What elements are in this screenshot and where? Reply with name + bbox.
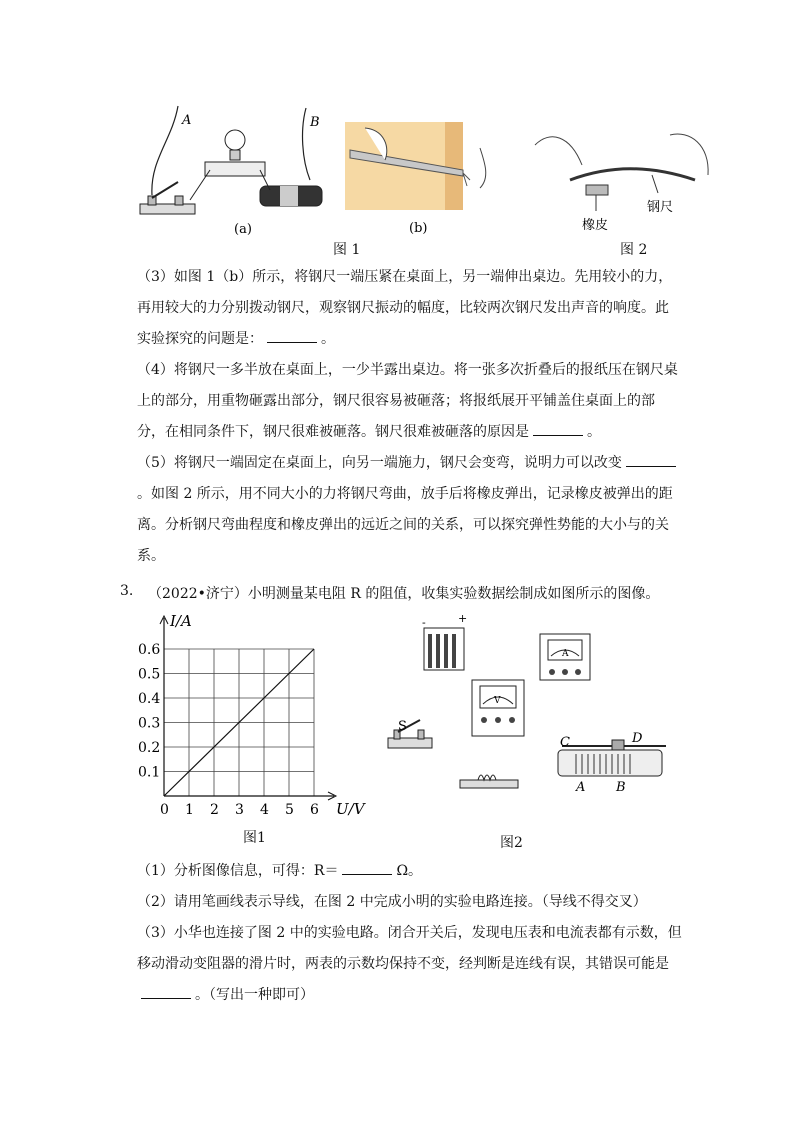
svg-text:-: -: [422, 616, 426, 629]
svg-text:A: A: [576, 780, 586, 795]
svg-text:V: V: [494, 696, 501, 706]
figure-1a-circuit: [130, 100, 340, 240]
iv-graph: [130, 610, 380, 825]
q3-part3: （3）小华也连接了图 2 中的实验电路。闭合开关后，发现电压表和电流表都有示数，但移动滑动变阻器的滑片时，两表的示数均保持不变，经判断是连线有误，其错误可能是。（写出一种即可）: [137, 925, 682, 1003]
answer-blank[interactable]: [267, 328, 317, 343]
battery-pack: [422, 612, 467, 670]
q3-part2: （2）请用笔画线表示导线，在图 2 中完成小明的实验电路连接。（导线不得交叉）: [137, 894, 647, 910]
q2-part3: （3）如图 1（b）所示，将钢尺一端压紧在桌面上，另一端伸出桌边。先用较小的力，再用较大的力分别拨动钢尺，观察钢尺振动的幅度，比较两次钢尺发出声音的响度。此实验探究的问题是： 。: [137, 269, 673, 347]
figure-2-bent-ruler: [530, 125, 720, 235]
caption-a: (a): [234, 222, 252, 237]
y-tick-label: 0.3: [138, 715, 161, 732]
y-tick-label: 0.6: [138, 642, 161, 658]
q2-part4: （4）将钢尺一多半放在桌面上，一少半露出桌边。将一张多次折叠后的报纸压在钢尺桌上的部分，用重物砸露出部分，钢尺很容易被砸落；将报纸展开平铺盖住桌面上的部分，在相同条件下，钢尺很难被砸落。钢尺很难被砸落的原因是 。: [137, 362, 678, 440]
label-b: B: [310, 115, 320, 130]
y-tick-label: 0.5: [138, 666, 161, 683]
switch: [388, 719, 432, 748]
y-tick-label: 0.1: [138, 764, 161, 781]
x-tick-label: 6: [310, 802, 319, 818]
answer-blank[interactable]: [342, 860, 392, 875]
x-tick-label: 2: [210, 802, 219, 818]
rheostat: [558, 731, 666, 795]
answer-blank[interactable]: [626, 452, 676, 467]
svg-text:C: C: [560, 735, 570, 750]
svg-text:A: A: [562, 649, 569, 659]
ruler-label: 钢尺: [647, 200, 674, 215]
eraser-label: 橡皮: [582, 218, 609, 233]
resistor: [460, 775, 518, 788]
ammeter: [540, 634, 590, 680]
x-tick-label: 1: [185, 802, 194, 818]
x-tick-label: 0: [160, 802, 169, 818]
svg-text:S: S: [398, 719, 407, 734]
caption-b: (b): [409, 221, 428, 236]
svg-text:B: B: [616, 780, 626, 795]
x-tick-label: 4: [260, 802, 269, 818]
figure-2-apparatus: [380, 610, 680, 800]
question-3-number: 3.: [120, 583, 134, 599]
x-tick-label: 3: [235, 802, 244, 818]
fig2-caption: 图 2: [620, 242, 648, 258]
voltmeter: [472, 680, 524, 736]
y-axis-label: I/A: [170, 612, 192, 630]
answer-blank[interactable]: [533, 421, 583, 436]
question-3-parts: [137, 856, 682, 1011]
question-2-parts: [137, 262, 682, 572]
x-tick-label: 5: [285, 802, 294, 818]
x-axis-label: U/V: [336, 800, 365, 818]
q3-fig2-caption: 图2: [500, 835, 523, 851]
y-tick-label: 0.4: [138, 691, 161, 707]
q3-fig1-caption: 图1: [243, 830, 266, 846]
fig1-caption: 图 1: [333, 242, 361, 258]
svg-text:+: +: [458, 612, 468, 625]
answer-blank[interactable]: [141, 984, 191, 999]
question-3-stem: （2022•济宁）小明测量某电阻 R 的阻值，收集实验数据绘制成如图所示的图像。: [148, 586, 660, 602]
label-a: A: [182, 113, 192, 128]
figure-1b-ruler-table: [345, 118, 515, 238]
svg-text:D: D: [632, 731, 643, 746]
q3-part1: （1）分析图像信息，可得：R＝ Ω。: [137, 856, 682, 887]
y-tick-label: 0.2: [138, 740, 161, 756]
q2-part5: （5）将钢尺一端固定在桌面上，向另一端施力，钢尺会变弯，说明力可以改变。如图 2 所示，用不同大小的力将钢尺弯曲，放手后将橡皮弹出，记录橡皮被弹出的距离。分析钢尺弯曲程度和橡皮弹出的远近之间的关系，可以探究弹性势能的大小与的关系。: [137, 448, 682, 572]
